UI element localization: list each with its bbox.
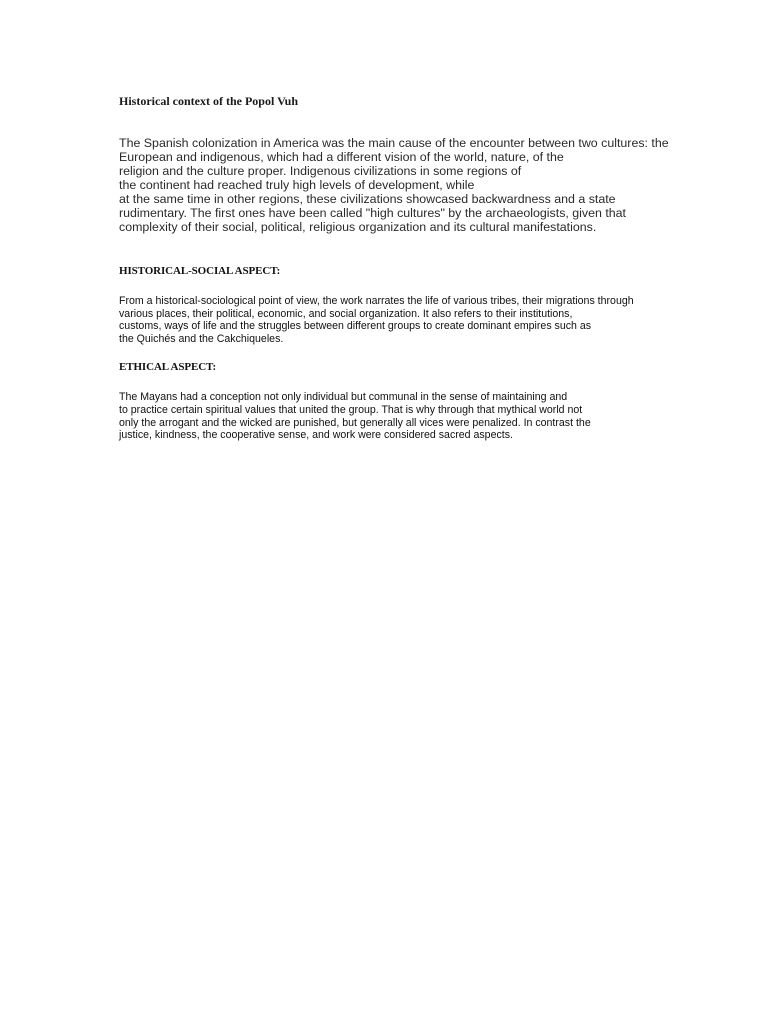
- paragraph-line: to practice certain spiritual values that united the group. That is why through that mythical world not: [119, 403, 583, 416]
- paragraph-line: The Mayans had a conception not only individual but communal in the sense of maintaining and: [119, 391, 568, 404]
- paragraph-line: various places, their political, economic, and social organization. It also refers to their institutions,: [119, 307, 573, 320]
- historical-social-paragraph: [119, 295, 719, 345]
- paragraph-line: the Quichés and the Cakchiqueles.: [119, 332, 284, 345]
- paragraph-line: justice, kindness, the cooperative sense, and work were considered sacred aspects.: [119, 429, 513, 442]
- section-heading-ethical: ETHICAL ASPECT:: [119, 361, 217, 374]
- intro-line: complexity of their social, political, religious organization and its cultural manifestations.: [119, 220, 597, 234]
- intro-line: at the same time in other regions, these civilizations showcased backwardness and a state: [119, 192, 616, 206]
- document-title: Historical context of the Popol Vuh: [119, 94, 298, 108]
- section-heading-historical-social: HISTORICAL-SOCIAL ASPECT:: [119, 265, 281, 277]
- intro-paragraph: [119, 136, 719, 234]
- intro-line: the continent had reached truly high levels of development, while: [119, 178, 475, 192]
- paragraph-line: customs, ways of life and the struggles between different groups to create dominant empires such as: [119, 320, 592, 333]
- paragraph-line: From a historical-sociological point of view, the work narrates the life of various tribes, their migrations through: [119, 295, 634, 307]
- intro-line: rudimentary. The first ones have been called "high cultures" by the archaeologists, given that: [119, 206, 627, 220]
- intro-line: The Spanish colonization in America was the main cause of the encounter between two cultures: the: [119, 136, 669, 150]
- intro-line: European and indigenous, which had a different vision of the world, nature, of the: [119, 150, 564, 164]
- intro-line: religion and the culture proper. Indigenous civilizations in some regions of: [119, 164, 522, 178]
- ethical-paragraph: [119, 391, 719, 441]
- document-content: [119, 94, 719, 442]
- paragraph-line: only the arrogant and the wicked are punished, but generally all vices were penalized. In contrast the: [119, 416, 591, 429]
